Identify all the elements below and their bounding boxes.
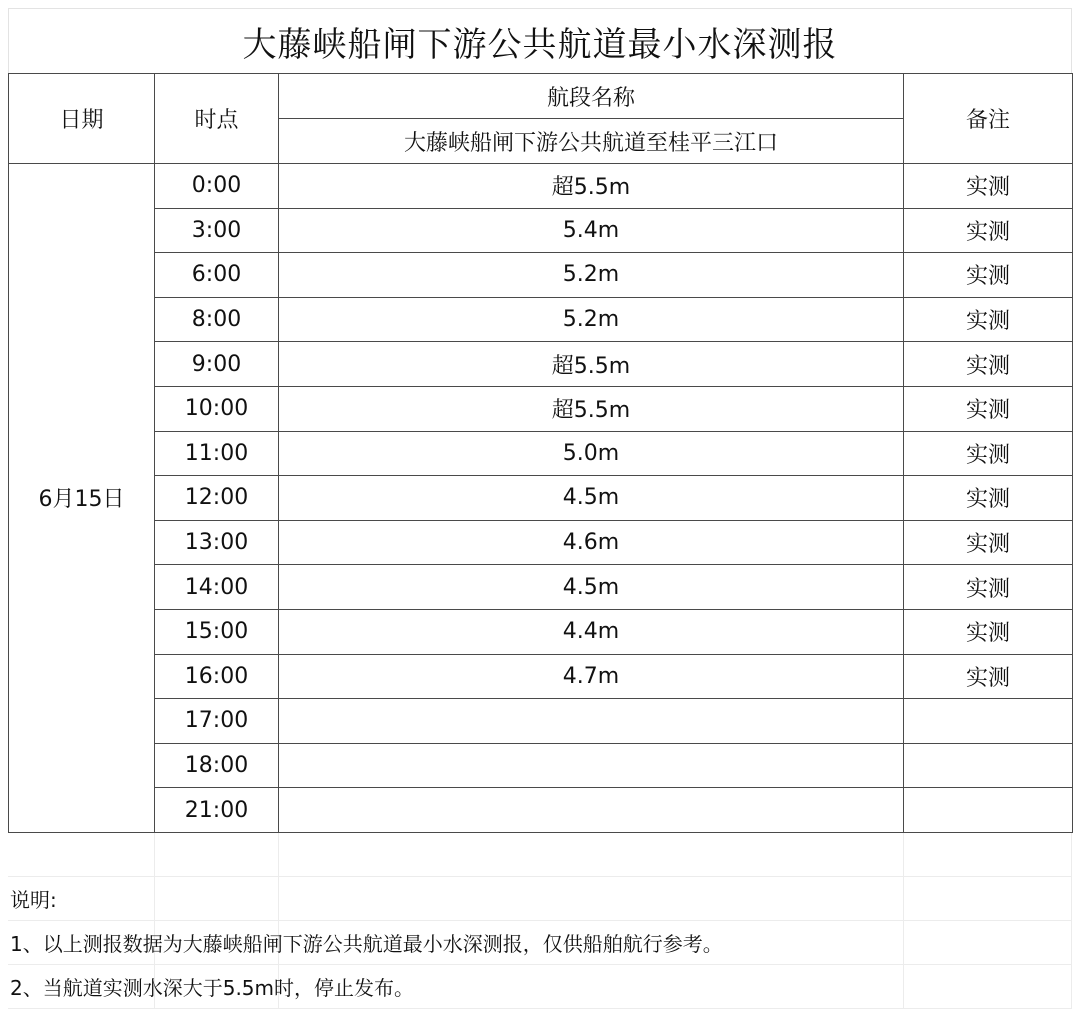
- time-cell: 16:00: [155, 654, 279, 699]
- depth-cell: 4.5m: [279, 565, 904, 610]
- time-cell: 14:00: [155, 565, 279, 610]
- header-time: 时点: [155, 74, 279, 164]
- time-cell: 0:00: [155, 164, 279, 209]
- remark-cell: 实测: [904, 520, 1073, 565]
- remark-cell: 实测: [904, 565, 1073, 610]
- remark-cell: 实测: [904, 654, 1073, 699]
- remark-cell: 实测: [904, 476, 1073, 521]
- remark-cell: 实测: [904, 431, 1073, 476]
- time-cell: 15:00: [155, 609, 279, 654]
- date-cell: 6月15日: [9, 164, 155, 833]
- notes-blank-row: [8, 833, 1072, 877]
- time-cell: 17:00: [155, 699, 279, 744]
- table-row: [9, 565, 1073, 610]
- depth-cell: 5.0m: [279, 431, 904, 476]
- depth-cell: 超5.5m: [279, 386, 904, 431]
- header-section-name: 大藤峡船闸下游公共航道至桂平三江口: [279, 119, 904, 164]
- header-date: 日期: [9, 74, 155, 164]
- time-cell: 10:00: [155, 386, 279, 431]
- report-sheet: [8, 8, 1072, 1009]
- depth-cell: 4.7m: [279, 654, 904, 699]
- water-depth-table: [8, 73, 1073, 833]
- table-row: [9, 342, 1073, 387]
- table-row: [9, 164, 1073, 209]
- depth-cell: 5.2m: [279, 253, 904, 298]
- time-cell: 6:00: [155, 253, 279, 298]
- time-cell: 12:00: [155, 476, 279, 521]
- time-cell: 8:00: [155, 297, 279, 342]
- table-row: [9, 253, 1073, 298]
- depth-cell: 超5.5m: [279, 342, 904, 387]
- table-row: [9, 699, 1073, 744]
- header-remark: 备注: [904, 74, 1073, 164]
- remark-cell: 实测: [904, 164, 1073, 209]
- notes-heading: 说明:: [8, 877, 1072, 921]
- time-cell: 13:00: [155, 520, 279, 565]
- remark-cell: 实测: [904, 342, 1073, 387]
- depth-cell: [279, 699, 904, 744]
- notes-line-2: 2、当航道实测水深大于5.5m时，停止发布。: [8, 965, 1072, 1009]
- table-row: [9, 386, 1073, 431]
- time-cell: 3:00: [155, 208, 279, 253]
- remark-cell: 实测: [904, 208, 1073, 253]
- time-cell: 18:00: [155, 743, 279, 788]
- depth-cell: [279, 743, 904, 788]
- header-section-group: 航段名称: [279, 74, 904, 119]
- time-cell: 21:00: [155, 788, 279, 833]
- depth-cell: [279, 788, 904, 833]
- remark-cell: [904, 743, 1073, 788]
- table-row: [9, 788, 1073, 833]
- depth-cell: 4.6m: [279, 520, 904, 565]
- table-row: [9, 431, 1073, 476]
- remark-cell: 实测: [904, 253, 1073, 298]
- notes-section: [8, 833, 1072, 1009]
- depth-cell: 超5.5m: [279, 164, 904, 209]
- notes-line-1: 1、以上测报数据为大藤峡船闸下游公共航道最小水深测报，仅供船舶航行参考。: [8, 921, 1072, 965]
- table-row: [9, 476, 1073, 521]
- depth-cell: 4.5m: [279, 476, 904, 521]
- table-row: [9, 297, 1073, 342]
- time-cell: 9:00: [155, 342, 279, 387]
- remark-cell: 实测: [904, 386, 1073, 431]
- table-row: [9, 743, 1073, 788]
- report-title: 大藤峡船闸下游公共航道最小水深测报: [8, 8, 1072, 73]
- table-row: [9, 208, 1073, 253]
- depth-cell: 5.4m: [279, 208, 904, 253]
- table-row: [9, 654, 1073, 699]
- remark-cell: [904, 699, 1073, 744]
- remark-cell: 实测: [904, 609, 1073, 654]
- table-row: [9, 609, 1073, 654]
- table-row: [9, 520, 1073, 565]
- time-cell: 11:00: [155, 431, 279, 476]
- remark-cell: 实测: [904, 297, 1073, 342]
- depth-cell: 4.4m: [279, 609, 904, 654]
- remark-cell: [904, 788, 1073, 833]
- depth-cell: 5.2m: [279, 297, 904, 342]
